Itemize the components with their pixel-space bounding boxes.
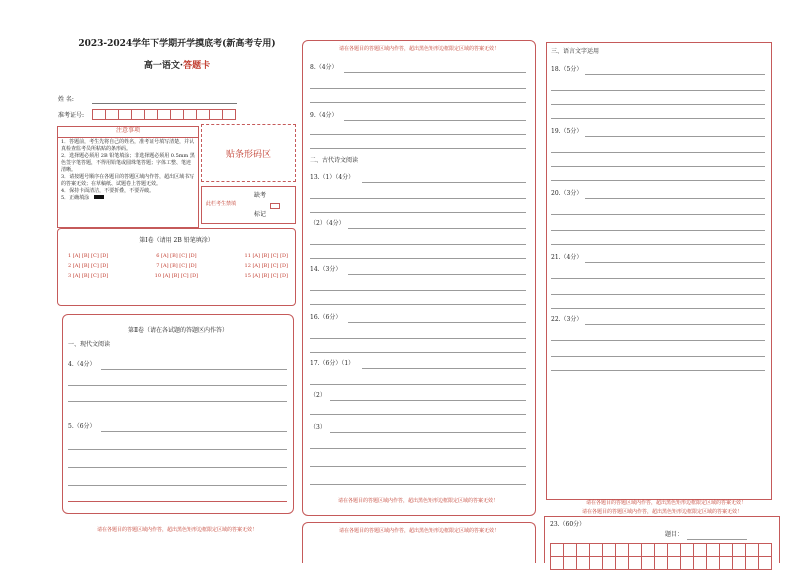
answer-line[interactable]: [551, 118, 765, 119]
answer-line[interactable]: [101, 431, 287, 432]
q17-2-label: （2）: [310, 392, 326, 399]
q19-label: 19.（5分）: [551, 128, 583, 135]
answer-line[interactable]: [310, 102, 526, 103]
choice-item[interactable]: 11 [A] [B] [C] [D]: [244, 253, 288, 259]
q21-label: 21.（4分）: [551, 254, 583, 261]
warning-text: 请在各题目的答题区域内作答，超出黑色矩形边框限定区域的答案无效！: [338, 528, 499, 534]
answer-line[interactable]: [551, 152, 765, 153]
name-field[interactable]: [92, 103, 237, 104]
section1-title: 第Ⅰ卷（请用 2B 铅笔填涂）: [139, 237, 214, 244]
answer-line[interactable]: [551, 214, 765, 215]
answer-line[interactable]: [344, 72, 526, 73]
barcode-area: [201, 124, 296, 182]
notice-item: 4．保持卡面清洁，不要折叠，不要弄破。: [61, 188, 155, 194]
notice-box: [57, 126, 199, 228]
answer-line[interactable]: [551, 340, 765, 341]
choice-item[interactable]: 6 [A] [B] [C] [D]: [156, 253, 197, 259]
answer-line[interactable]: [310, 338, 526, 339]
id-boxes[interactable]: [92, 109, 236, 120]
absent-mark-label2: 标记: [254, 211, 267, 218]
answer-line[interactable]: [310, 148, 526, 149]
answer-line[interactable]: [310, 198, 526, 199]
barcode-label: 贴条形码区: [225, 149, 271, 160]
choice-item[interactable]: 15 [A] [B] [C] [D]: [244, 273, 288, 279]
essay-box: [544, 509, 780, 563]
name-label: 姓 名:: [58, 96, 74, 103]
id-label: 准考证号:: [58, 112, 85, 119]
exam-subtitle: [62, 58, 292, 71]
notice-title: 注意事项: [58, 127, 198, 138]
warning-text: 请在各题目的答题区域内作答，超出黑色矩形边框限定区域的答案无效！: [581, 509, 742, 515]
answer-line[interactable]: [551, 230, 765, 231]
answer-line[interactable]: [310, 484, 526, 485]
choice-item[interactable]: 12 [A] [B] [C] [D]: [244, 263, 288, 269]
answer-line[interactable]: [310, 352, 526, 353]
answer-line[interactable]: [551, 294, 765, 295]
answer-line[interactable]: [310, 414, 526, 415]
answer-line[interactable]: [330, 432, 526, 433]
q23-label: 23.（60分）: [550, 521, 586, 528]
section1-box: [57, 228, 296, 306]
q17-1-label: 17.（6分）（1）: [310, 360, 355, 367]
q18-label: 18.（5分）: [551, 66, 583, 73]
answer-line[interactable]: [362, 368, 526, 369]
answer-line[interactable]: [551, 244, 765, 245]
choice-item[interactable]: 7 [A] [B] [C] [D]: [156, 263, 197, 269]
q9-label: 9.（4分）: [310, 112, 338, 119]
absent-checkbox[interactable]: [270, 203, 280, 209]
choice-item[interactable]: 10 [A] [B] [C] [D]: [154, 273, 199, 279]
q8-label: 8.（4分）: [310, 64, 338, 71]
answer-line[interactable]: [551, 308, 765, 309]
essay-topic-label: 题目：: [665, 531, 684, 538]
essay-topic-field[interactable]: [687, 539, 747, 540]
absent-box: [201, 186, 296, 224]
notice-item: 5．正确填涂: [61, 195, 195, 202]
q5-label: 5.（6分）: [68, 423, 96, 430]
answer-line[interactable]: [348, 228, 526, 229]
answer-line[interactable]: [310, 134, 526, 135]
warning-text: 请在各题目的答题区域内作答，超出黑色矩形边框限定区域的答案无效！: [338, 46, 499, 52]
answer-line[interactable]: [68, 385, 287, 386]
answer-line[interactable]: [551, 180, 765, 181]
answer-line[interactable]: [310, 466, 526, 467]
subtitle-red: 答题卡: [183, 61, 211, 71]
answer-line[interactable]: [310, 448, 526, 449]
answer-line[interactable]: [310, 384, 526, 385]
answer-line[interactable]: [551, 166, 765, 167]
column2-bottom-box: [302, 522, 536, 563]
exam-title: 2023-2024学年下学期开学摸底考(新高考专用): [78, 39, 276, 49]
answer-line[interactable]: [551, 90, 765, 91]
filled-example-icon: [94, 195, 104, 199]
answer-line[interactable]: [585, 262, 765, 263]
answer-line[interactable]: [551, 370, 765, 371]
answer-line[interactable]: [348, 322, 526, 323]
answer-line[interactable]: [551, 356, 765, 357]
choice-item[interactable]: 2 [A] [B] [C] [D]: [68, 263, 109, 269]
q16-label: 16.（6分）: [310, 314, 342, 321]
absent-side-label: 此栏考生禁填: [206, 201, 237, 207]
section2-box: [62, 314, 294, 514]
warning-text: 请在各题目的答题区域内作答，超出黑色矩形边框限定区域的答案无效！: [96, 527, 257, 533]
q13-2-label: （2）（4分）: [310, 220, 345, 227]
answer-line[interactable]: [330, 400, 526, 401]
choice-item[interactable]: 1 [A] [B] [C] [D]: [68, 253, 109, 259]
q14-label: 14.（3分）: [310, 266, 342, 273]
answer-line[interactable]: [310, 290, 526, 291]
q4-label: 4.（4分）: [68, 361, 96, 368]
part2-heading: 二、古代诗文阅读: [310, 157, 359, 164]
warning-text: 请在各题目的答题区域内作答，超出黑色矩形边框限定区域的答案无效！: [585, 500, 746, 506]
q22-label: 22.（3分）: [551, 316, 583, 323]
answer-line[interactable]: [344, 120, 526, 121]
answer-line[interactable]: [101, 369, 287, 370]
answer-line[interactable]: [310, 304, 526, 305]
absent-mark-label: 缺考: [254, 192, 267, 199]
answer-line[interactable]: [348, 274, 526, 275]
answer-line[interactable]: [585, 74, 765, 75]
part3-heading: 三、语言文字运用: [551, 48, 600, 55]
answer-line[interactable]: [310, 244, 526, 245]
q13-1-label: 13.（1）（4分）: [310, 174, 355, 181]
answer-line[interactable]: [551, 104, 765, 105]
q20-label: 20.（3分）: [551, 190, 583, 197]
answer-line[interactable]: [68, 485, 287, 486]
answer-line[interactable]: [310, 258, 526, 259]
notice-item: 1．答题前，考生先将自己的姓名，准考证号填写清楚，并认真检查监考员所粘贴的条形码。: [61, 139, 195, 152]
answer-line[interactable]: [585, 136, 765, 137]
answer-line[interactable]: [310, 212, 526, 213]
column3-box: [546, 42, 772, 500]
answer-line[interactable]: [585, 324, 765, 325]
section2-title: 第Ⅱ卷（请在各试题的答题区内作答）: [127, 327, 229, 334]
answer-line[interactable]: [585, 198, 765, 199]
warning-text: 请在各题目的答题区域内作答，超出黑色矩形边框限定区域的答案无效！: [337, 498, 498, 504]
answer-line[interactable]: [68, 449, 287, 450]
notice-item: 3．请按题号顺序在各题目的答题区域内作答，超出区域书写的答案无效；在草稿纸、试题卷上答题无效。: [61, 174, 195, 187]
answer-line[interactable]: [310, 88, 526, 89]
answer-line[interactable]: [68, 501, 287, 502]
choice-item[interactable]: 3 [A] [B] [C] [D]: [68, 273, 109, 279]
part1-heading: 一、现代文阅读: [68, 341, 111, 348]
subtitle-prefix: 高一语文·: [143, 61, 184, 71]
essay-grid[interactable]: [550, 543, 772, 570]
answer-line[interactable]: [68, 467, 287, 468]
notice-item: 2．选择题必须用 2B 铅笔填涂；非选择题必须用 0.5mm 黑色签字笔答题，不得用铅笔或圆珠笔答题；字体工整、笔迹清晰。: [61, 153, 195, 173]
answer-line[interactable]: [362, 182, 526, 183]
answer-line[interactable]: [551, 278, 765, 279]
q17-3-label: （3）: [310, 424, 326, 431]
answer-line[interactable]: [68, 401, 287, 402]
